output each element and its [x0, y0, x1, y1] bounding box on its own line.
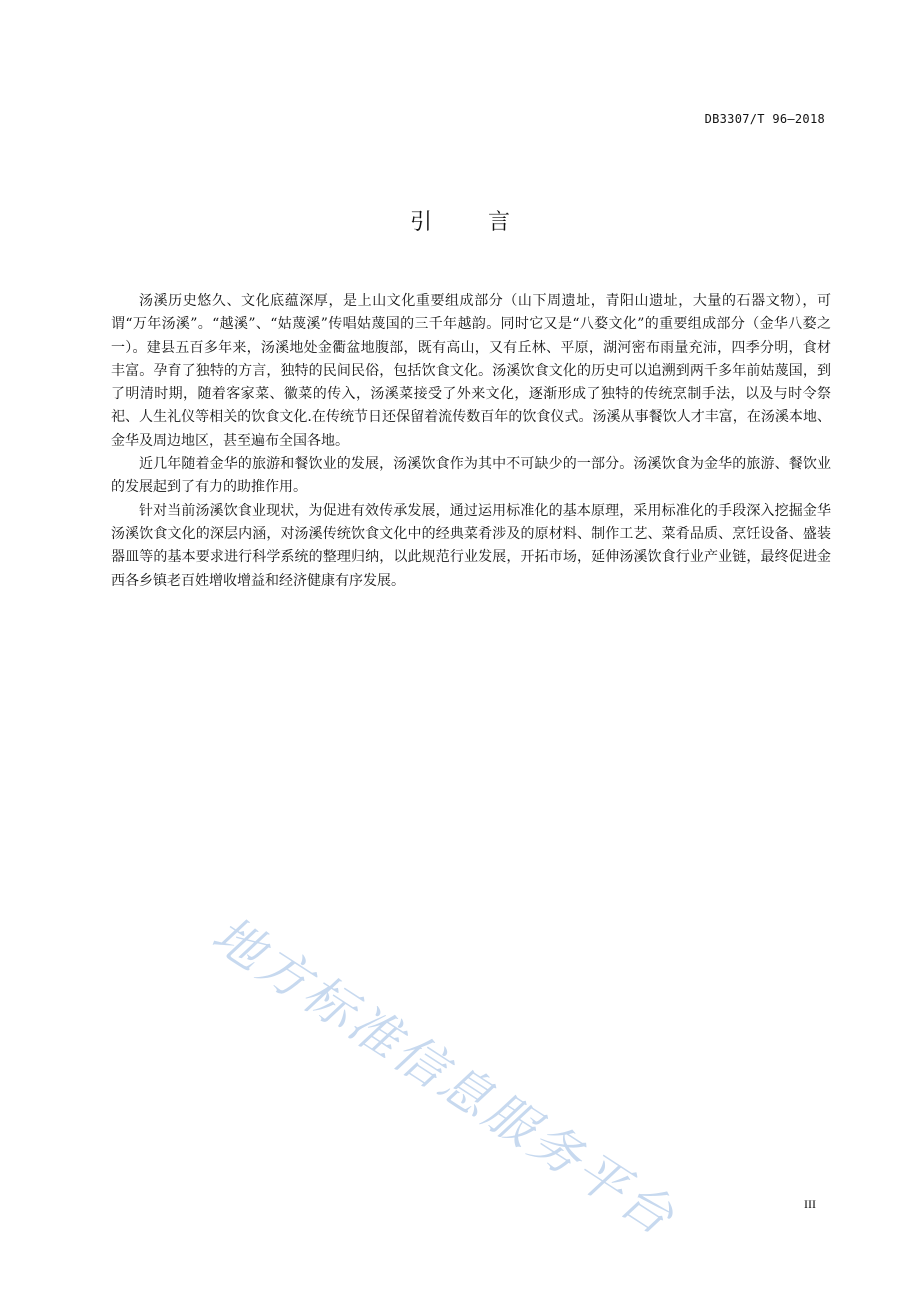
page-number: III [804, 1197, 816, 1211]
watermark: 地方标准信息服务平台 [202, 905, 687, 1248]
body-text [111, 290, 831, 593]
page-title: 引言 [409, 210, 566, 235]
paragraph: 针对当前汤溪饮食业现状，为促进有效传承发展，通过运用标准化的基本原理，采用标准化的手段深入挖掘金华汤溪饮食文化的深层内涵，对汤溪传统饮食文化中的经典菜肴涉及的原材料、制作工艺、菜肴品质、烹饪设备、盛装器皿等的基本要求进行科学系统的整理归纳，以此规范行业发展，开拓市场，延伸汤溪饮食行业产业链，最终促进金西各乡镇老百姓增收增益和经济健康有序发展。 [111, 502, 831, 589]
document-code: DB3307/T 96—2018 [704, 112, 825, 126]
paragraph: 汤溪历史悠久、文化底蕴深厚，是上山文化重要组成部分（山下周遗址，青阳山遗址，大量的石器文物），可谓“万年汤溪”。“越溪”、“姑蔑溪”传唱姑蔑国的三千年越韵。同时它又是“八婺文化”的重要组成部分（金华八婺之一）。建县五百多年来，汤溪地处金衢盆地腹部，既有高山，又有丘林、平原，湖河密布雨量充沛，四季分明，食材丰富。孕育了独特的方言，独特的民间民俗，包括饮食文化。汤溪饮食文化的历史可以追溯到两千多年前姑蔑国，到了明清时期，随着客家菜、徽菜的传入，汤溪菜接受了外来文化，逐渐形成了独特的传统烹制手法，以及与时令祭祀、人生礼仪等相关的饮食文化.在传统节日还保留着流传数百年的饮食仪式。汤溪从事餐饮人才丰富，在汤溪本地、金华及周边地区，甚至遍布全国各地。 [111, 293, 831, 449]
paragraph: 近几年随着金华的旅游和餐饮业的发展，汤溪饮食作为其中不可缺少的一部分。汤溪饮食为金华的旅游、餐饮业的发展起到了有力的助推作用。 [111, 456, 831, 496]
